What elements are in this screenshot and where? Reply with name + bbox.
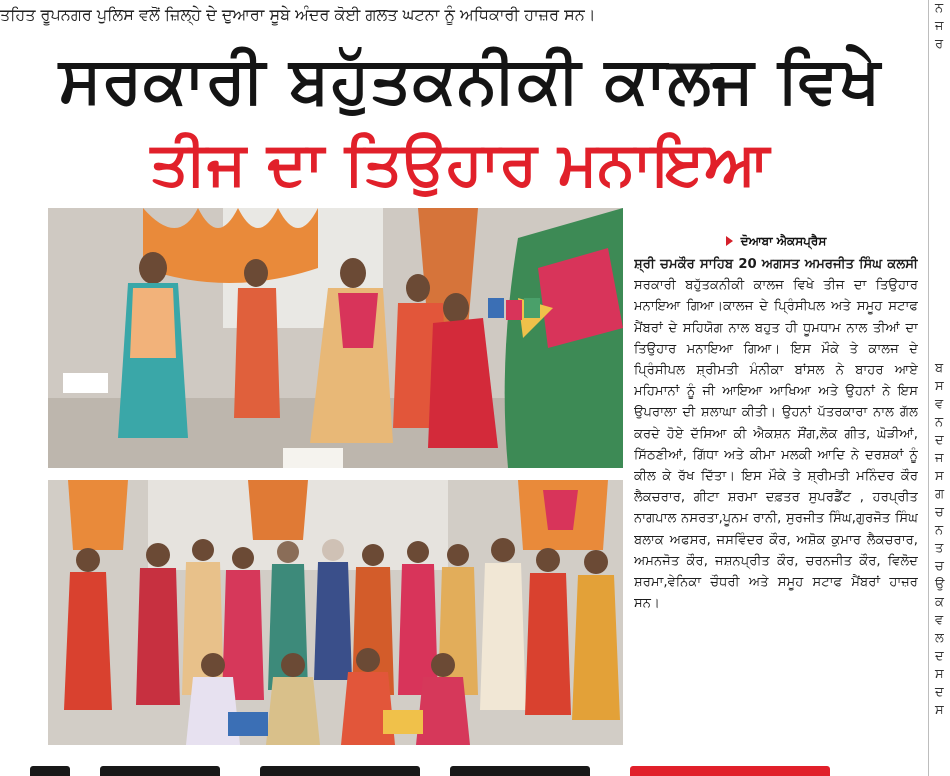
adjacent-column-char: ਵ xyxy=(935,613,944,628)
adjacent-column-char: ਸ xyxy=(935,703,944,718)
next-headline-clipped xyxy=(30,762,850,776)
dance-performance-photo xyxy=(48,208,623,468)
adjacent-column-char: ਜ xyxy=(935,19,944,34)
byline-text: ਦੋਆਬਾ ਐਕਸਪ੍ਰੈਸ xyxy=(740,233,827,248)
adjacent-column-char xyxy=(929,180,950,198)
adjacent-column-char xyxy=(929,270,950,288)
adjacent-column-char: ਵ xyxy=(935,397,944,412)
adjacent-column-char xyxy=(929,126,950,144)
byline xyxy=(634,230,918,252)
adjacent-column-char: ਦ xyxy=(935,685,944,700)
group-photo xyxy=(48,480,623,745)
adjacent-column-char: ਸ xyxy=(935,469,944,484)
article-body xyxy=(634,254,918,614)
adjacent-column-char xyxy=(929,198,950,216)
adjacent-column-char: ਚ xyxy=(935,559,944,574)
adjacent-column-char xyxy=(929,306,950,324)
adjacent-column-char xyxy=(929,90,950,108)
adjacent-column-char: ਲ xyxy=(935,631,944,646)
adjacent-column-char xyxy=(929,54,950,72)
headline-line-1: ਸਰਕਾਰੀ ਬਹੁੱਤਕਨੀਕੀ ਕਾਲਜ ਵਿਖੇ xyxy=(58,44,882,118)
adjacent-column-char xyxy=(929,234,950,252)
adjacent-column-char xyxy=(929,342,950,360)
adjacent-column-char: ਨ xyxy=(935,523,944,538)
previous-article-text: ਤਹਿਤ ਰੂਪਨਗਰ ਪੁਲਿਸ ਵਲੋਂ ਜ਼ਿਲ੍ਹੇ ਦੇ ਦੁਆਰਾ ਸੂਬੇ ਅੰਦਰ ਕੋਈ ਗਲਤ ਘਟਨਾ ਨੂੰ ਅਧਿਕਾਰੀ ਹਾਜ਼ਰ ਸਨ। xyxy=(0,5,596,24)
byline-arrow-icon xyxy=(726,236,733,246)
adjacent-column-char: ਚ xyxy=(935,505,944,520)
adjacent-column-char xyxy=(929,216,950,234)
headline-line-2: ਤੀਜ ਦਾ ਤਿਉਹਾਰ ਮਨਾਇਆ xyxy=(150,129,770,199)
adjacent-column-char xyxy=(929,324,950,342)
adjacent-column-char xyxy=(929,162,950,180)
adjacent-column-char: ਬ xyxy=(935,361,944,376)
adjacent-column-char: ਨ xyxy=(935,1,944,16)
adjacent-column-char xyxy=(929,72,950,90)
adjacent-column-char: ਰ xyxy=(935,37,944,52)
adjacent-column-char: ਸ xyxy=(935,667,944,682)
adjacent-column-char xyxy=(929,108,950,126)
adjacent-column-char: ਦ xyxy=(935,649,944,664)
adjacent-column-char: ਨ xyxy=(935,415,944,430)
adjacent-column-strip xyxy=(928,0,950,776)
adjacent-column-char xyxy=(929,288,950,306)
adjacent-column-char: ਕ xyxy=(935,595,944,610)
adjacent-column-char xyxy=(929,144,950,162)
adjacent-column-char: ਉ xyxy=(935,577,945,592)
article-lead: ਸ਼੍ਰੀ ਚਮਕੌਰ ਸਾਹਿਬ 20 ਅਗਸਤ ਅਮਰਜੀਤ ਸਿੰਘ ਕਲਸੀ xyxy=(634,257,918,272)
adjacent-column-char: ਗ xyxy=(935,487,945,502)
article-text: ਸਰਕਾਰੀ ਬਹੁੱਤਕਨੀਕੀ ਕਾਲਜ ਵਿਖੇ ਤੀਜ ਦਾ ਤਿਉਹਾਰ ਮਨਾਇਆ ਗਿਆ।ਕਾਲਜ ਦੇ ਪ੍ਰਿੰਸੀਪਲ ਅਤੇ ਸਮੂਹ ਸਟਾਫ ਮੈਂਬਰਾਂ ਦੇ ਸਹਿਯੋਗ ਨਾਲ ਬਹੁਤ ਹੀ ਧੂਮਧਾਮ ਨਾਲ ਤੀਆਂ ਦਾ ਤਿਉਹਾਰ ਮਨਾਇਆ ਗਿਆ। ਇਸ ਮੌਕੇ ਤੇ ਕਾਲਜ ਦੇ ਪ੍ਰਿੰਸੀਪਲ ਸ਼੍ਰੀਮਤੀ ਮੰਨੀਕਾ ਬਾਂਸਲ ਨੇ ਬਾਹਰ ਆਏ ਮਹਿਮਾਨਾਂ ਨੂੰ ਜੀ ਆਇਆ ਆਖਿਆ ਅਤੇ ਉਹਨਾਂ ਨੇ ਇਸ ਉਪਰਾਲਾ ਦੀ ਸ਼ਲਾਘਾ ਕੀਤੀ। ਉਹਨਾਂ ਪੱਤਰਕਾਰਾ ਨਾਲ ਗੱਲ ਕਰਦੇ ਹੋਏ ਦੱਸਿਆ ਕੀ ਐਕਸ਼ਨ ਸੌਂਗ,ਲੋਕ ਗੀਤ, ਘੋੜੀਆਂ, ਸਿੱਠਣੀਆਂ, ਗਿੱਧਾ ਅਤੇ ਕੀਮਾ ਮਲਕੀ ਆਦਿ ਨੇ ਦਰਸ਼ਕਾਂ ਨੂੰ ਕੀਲ ਕੇ ਰੱਖ ਦਿੱਤਾ। ਇਸ ਮੌਕੇ ਤੇ ਸ਼੍ਰੀਮਤੀ ਮਨਿੰਦਰ ਕੌਰ ਲੈਕਚਰਾਰ, ਗੀਟਾ ਸ਼ਰਮਾ ਦਫ਼ਤਰ ਸੁਪਰਡੈਂਟ , ਹਰਪ੍ਰੀਤ ਨਾਗਪਾਲ ਨਸਰਤਾ,ਪੂਨਮ ਰਾਨੀ, ਸੁਰਜੀਤ ਸਿੰਘ,ਗੁਰਜੋਤ ਸਿੰਘ ਬਲਾਕ ਅਫਸਰ, ਜਸਵਿੰਦਰ ਕੌਰ, ਅਸ਼ੋਕ ਕੁਮਾਰ ਲੈਕਚਰਾਰ, ਅਮਨਜੋਤ ਕੌਰ, ਜਸ਼ਨਪ੍ਰੀਤ ਕੌਰ, ਚਰਨਜੀਤ ਕੌਰ, ਵਿਲੋਦ ਸ਼ਰਮਾ,ਵੇਨਿਕਾ ਚੌਧਰੀ ਅਤੇ ਸਮੂਹ ਸਟਾਫ ਮੈਂਬਰਾਂ ਹਾਜ਼ਰ ਸਨ। xyxy=(634,278,918,612)
adjacent-column-char: ਸ xyxy=(935,379,944,394)
adjacent-column-char xyxy=(929,252,950,270)
adjacent-column-char: ਜ xyxy=(935,451,944,466)
news-article xyxy=(634,230,918,750)
adjacent-column-char: ਤ xyxy=(935,541,944,556)
adjacent-column-char: ਦ xyxy=(935,433,944,448)
